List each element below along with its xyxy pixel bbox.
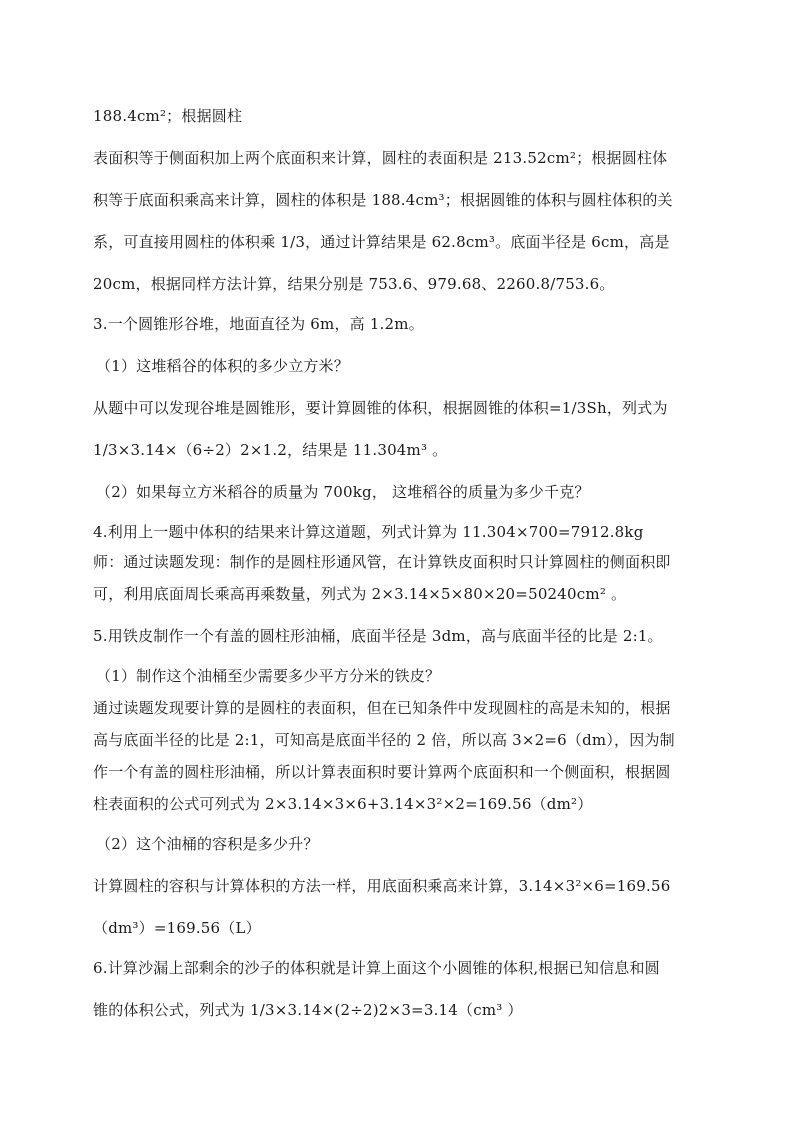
sub-question: （2）这个油桶的容积是多少升？ [96, 835, 319, 853]
text-line: 计算圆柱的容积与计算体积的方法一样，用底面积乘高来计算，3.14×3²×6=169.56 [93, 877, 671, 895]
text-line: 1/3×3.14×（6÷2）2×1.2，结果是 11.304m³ 。 [93, 441, 448, 459]
question-heading: 5.用铁皮制作一个有盖的圆柱形油桶，底面半径是 3dm，高与底面半径的比是 2:1。 [93, 627, 663, 645]
text-line: 系，可直接用圆柱的体积乘 1/3，通过计算结果是 62.8cm³。底面半径是 6cm，高是 [93, 233, 670, 251]
text-line: 20cm，根据同样方法计算，结果分别是 753.6、979.68、2260.8/753.6。 [93, 275, 615, 293]
text-line: 从题中可以发现谷堆是圆锥形，要计算圆锥的体积，根据圆锥的体积=1/3Sh，列式为 [93, 399, 668, 417]
text-line: 188.4cm²；根据圆柱 [93, 107, 243, 125]
text-line: （dm³）=169.56（L） [93, 919, 261, 937]
question-heading: 3.一个圆锥形谷堆，地面直径为 6m，高 1.2m。 [93, 315, 424, 333]
question-heading: 6.计算沙漏上部剩余的沙子的体积就是计算上面这个小圆锥的体积,根据已知信息和圆 [93, 959, 660, 977]
sub-question: （2）如果每立方米稻谷的质量为 700kg， 这堆稻谷的质量为多少千克？ [96, 483, 590, 501]
text-line: 作一个有盖的圆柱形油桶，所以计算表面积时要计算两个底面积和一个侧面积，根据圆 [93, 763, 671, 781]
question-heading: 4.利用上一题中体积的结果来计算这道题，列式计算为 11.304×700=7912.8kg [93, 523, 644, 541]
text-line: 锥的体积公式，列式为 1/3×3.14×(2÷2)2×3=3.14（cm³ ） [93, 1001, 523, 1019]
sub-question: （1）这堆稻谷的体积的多少立方米？ [96, 357, 349, 375]
text-line: 柱表面积的公式可列式为 2×3.14×3×6+3.14×3²×2=169.56（dm²） [93, 795, 593, 813]
text-line: 积等于底面积乘高来计算，圆柱的体积是 188.4cm³；根据圆锥的体积与圆柱体积的关 [93, 191, 673, 209]
text-line: 表面积等于侧面积加上两个底面积来计算，圆柱的表面积是 213.52cm²；根据圆柱体 [93, 149, 668, 167]
text-line: 通过读题发现要计算的是圆柱的表面积，但在已知条件中发现圆柱的高是未知的，根据 [93, 699, 671, 717]
text-line: 师：通过读题发现：制作的是圆柱形通风管，在计算铁皮面积时只计算圆柱的侧面积即 [93, 553, 671, 571]
text-line: 可，利用底面周长乘高再乘数量，列式为 2×3.14×5×80×20=50240cm² 。 [93, 585, 627, 603]
text-line: 高与底面半径的比是 2:1，可知高是底面半径的 2 倍，所以高 3×2=6（dm），因为制 [93, 731, 675, 749]
sub-question: （1）制作这个油桶至少需要多少平方分米的铁皮？ [96, 667, 441, 685]
